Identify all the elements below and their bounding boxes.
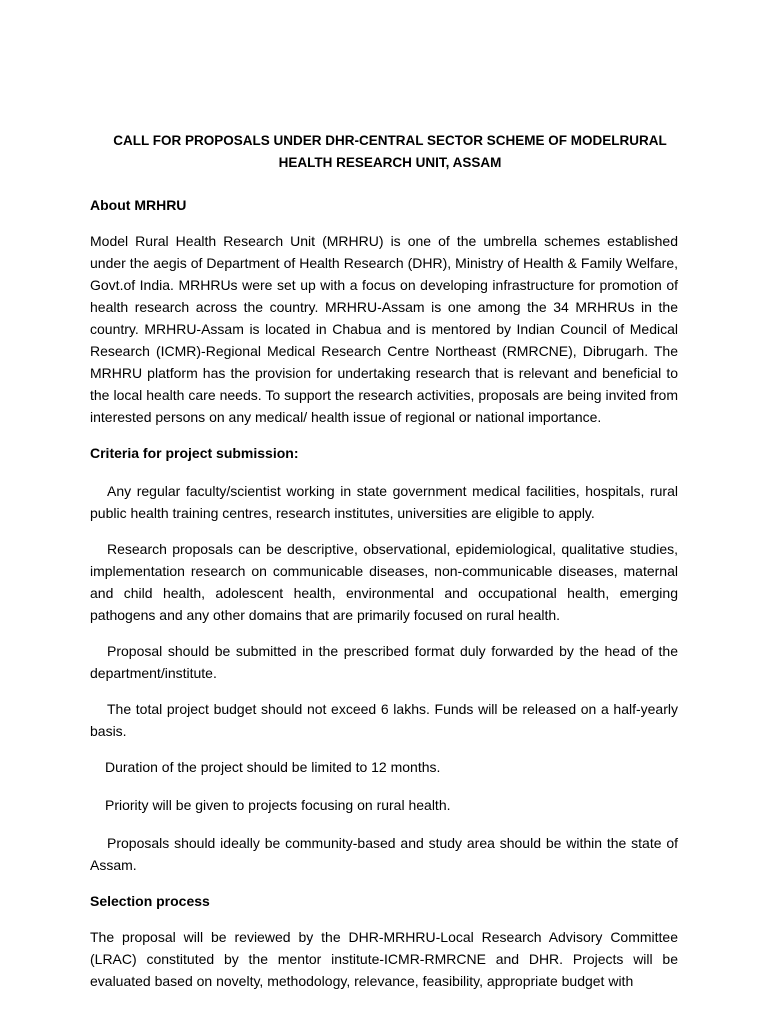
- criteria-item: Duration of the project should be limited to 12 months.: [105, 759, 441, 775]
- criteria-item: Any regular faculty/scientist working in state government medical facilities, hospitals, rural public health training centres, research institutes, universities are eligible to apply.: [90, 483, 678, 521]
- document-content: [90, 130, 678, 1006]
- about-heading: About MRHRU: [90, 197, 187, 213]
- criteria-item: The total project budget should not exceed 6 lakhs. Funds will be released on a half-yearly basis.: [90, 701, 678, 739]
- criteria-heading: Criteria for project submission:: [90, 445, 299, 461]
- criteria-item: Priority will be given to projects focusing on rural health.: [105, 797, 451, 813]
- criteria-item: Proposals should ideally be community-based and study area should be within the state of Assam.: [90, 835, 678, 873]
- document-title: CALL FOR PROPOSALS UNDER DHR-CENTRAL SECTOR SCHEME OF MODELRURAL HEALTH RESEARCH UNIT, ASSAM: [113, 133, 667, 170]
- selection-heading: Selection process: [90, 893, 210, 909]
- criteria-item: Proposal should be submitted in the prescribed format duly forwarded by the head of the department/institute.: [90, 643, 678, 681]
- criteria-item: Research proposals can be descriptive, observational, epidemiological, qualitative studies, implementation research on communicable diseases, non-communicable diseases, maternal and child health, adolescent health, environmental and occupational health, emerging pathogens and any other domains that are primarily focused on rural health.: [90, 541, 678, 623]
- about-paragraph: Model Rural Health Research Unit (MRHRU) is one of the umbrella schemes established under the aegis of Department of Health Research (DHR), Ministry of Health & Family Welfare, Govt.of India. MRHRUs were set up with a focus on developing infrastructure for promotion of health research across the country. MRHRU-Assam is one among the 34 MRHRUs in the country. MRHRU-Assam is located in Chabua and is mentored by Indian Council of Medical Research (ICMR)-Regional Medical Research Centre Northeast (RMRCNE), Dibrugarh. The MRHRU platform has the provision for undertaking research that is relevant and beneficial to the local health care needs. To support the research activities, proposals are being invited from interested persons on any medical/ health issue of regional or national importance.: [90, 233, 678, 425]
- selection-paragraph: The proposal will be reviewed by the DHR-MRHRU-Local Research Advisory Committee (LRAC) constituted by the mentor institute-ICMR-RMRCNE and DHR. Projects will be evaluated based on novelty, methodology, relevance, feasibility, appropriate budget with: [90, 929, 678, 989]
